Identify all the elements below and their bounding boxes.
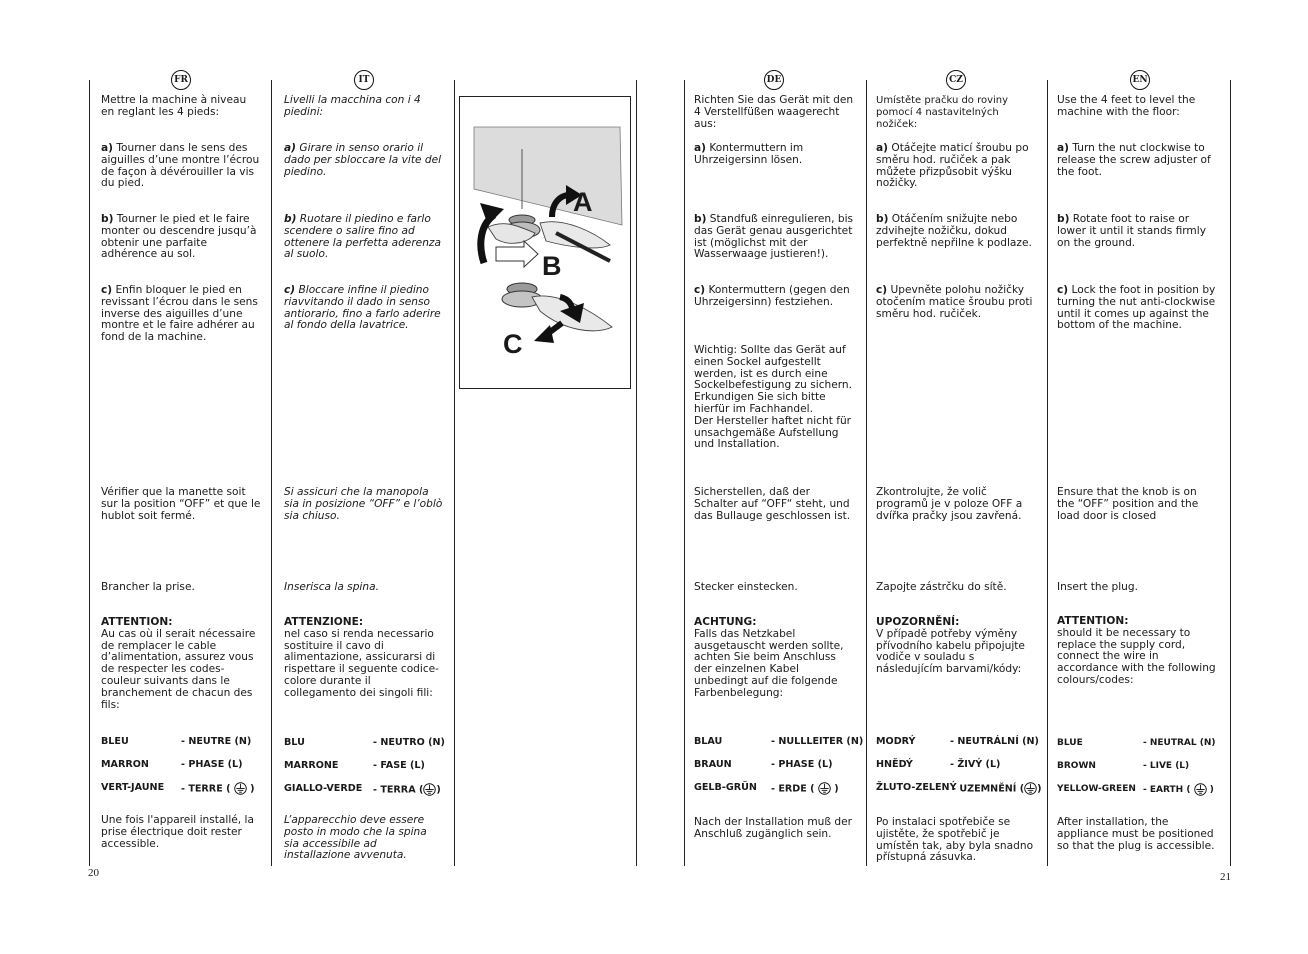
column-divider (866, 80, 867, 866)
final-note: After installation, the appliance must be positioned so that the plug is accessible. (1057, 816, 1215, 852)
wire-row: MARRON - PHASE (L) (101, 759, 243, 770)
foot-adjustment-illustration (460, 97, 630, 388)
wire-row: HNĚDÝ - ŽIVÝ (L) (876, 759, 1001, 770)
wire-row: MARRONE - FASE (L) (284, 760, 425, 771)
step-a: a) Tourner dans le sens des aiguilles d’une montre l’écrou de façon à dévérouiller la vis du pied. (101, 142, 260, 190)
column-divider (684, 80, 685, 866)
plug-text: Stecker einstecken. (694, 581, 798, 593)
plug-text: Zapojte zástrčku do sítě. (876, 581, 1007, 593)
lang-badge-fr: FR (171, 70, 191, 90)
step-b: b) Otáčením snižujte nebo zdvihejte nožičku, dokud perfektně nepřilne k podlaze. (876, 213, 1032, 249)
figure-label-c: C (503, 329, 523, 359)
wire-row: GELB-GRÜN - ERDE ( ) (694, 782, 839, 795)
plug-text: Inserisca la spina. (284, 581, 379, 593)
step-c: c) Upevněte polohu nožičky otočením matice šroubu proti směru hod. ručiček. (876, 284, 1033, 320)
lang-badge-de: DE (764, 70, 784, 90)
figure-label-b: B (542, 251, 562, 281)
attention-block: ATTENTION: should it be necessary to replace the supply cord, connect the wire in accordance with the following colours/codes: (1057, 615, 1216, 686)
step-b: b) Ruotare il piedino e farlo scendere o salire fino ad ottenere la perfetta aderenza al suolo. (284, 213, 441, 261)
earth-ground-icon (1194, 783, 1207, 796)
column-divider (1230, 80, 1231, 866)
wire-row: BLU - NEUTRO (N) (284, 737, 445, 748)
step-a: a) Turn the nut clockwise to release the screw adjuster of the foot. (1057, 142, 1211, 178)
wire-color-table (876, 736, 1046, 805)
lang-badge-en: EN (1130, 70, 1150, 90)
step-c: c) Bloccare infine il piedino riavvitando il dado in senso antiorario, fino a farlo aderire al fondo della lavatrice. (284, 284, 441, 332)
plug-text: Insert the plug. (1057, 581, 1138, 593)
final-note: L’apparecchio deve essere posto in modo che la spina sia accessibile ad installazione avvenuta. (284, 814, 427, 862)
column-divider (1047, 80, 1048, 866)
plug-text: Brancher la prise. (101, 581, 195, 593)
figure-label-a: A (573, 187, 593, 217)
check-knob-text: Zkontrolujte, že volič programů je v poloze OFF a dvířka pračky jsou zavřená. (876, 486, 1023, 522)
earth-ground-icon (234, 782, 247, 795)
column-divider (271, 80, 272, 866)
earth-ground-icon (818, 782, 831, 795)
check-knob-text: Vérifier que la manette soit sur la position “OFF” et que le hublot soit fermé. (101, 486, 261, 522)
attention-block: ATTENZIONE: nel caso si renda necessario sostituire il cavo di alimentazione, assicurarsi di rispettare il seguente codice-colore durante il collegamento dei singoli fili: (284, 616, 440, 699)
final-note: Po instalaci spotřebiče se ujistěte, že spotřebič je umístěn tak, aby byla snadno přístupná zásuvka. (876, 816, 1034, 864)
wire-row: BRAUN - PHASE (L) (694, 759, 833, 770)
earth-ground-icon (1024, 782, 1037, 795)
step-b: b) Tourner le pied et le faire monter ou descendre jusqu’à obtenir une parfaite adhérence au sol. (101, 213, 257, 261)
step-c: c) Enfin bloquer le pied en revissant l’écrou dans le sens inverse des aiguilles d’une montre et le faire adhérer au fond de la machine. (101, 284, 258, 344)
lang-badge-cz: CZ (946, 70, 966, 90)
wire-row: BROWN - LIVE (L) (1057, 761, 1190, 771)
wire-color-table (1057, 737, 1227, 806)
check-knob-text: Si assicuri che la manopola sia in posizione “OFF” e l’oblò sia chiuso. (284, 486, 443, 522)
wire-row: GIALLO-VERDE - TERRA ( ) (284, 783, 441, 796)
wire-color-table (284, 737, 454, 806)
check-knob-text: Sicherstellen, daß der Schalter auf “OFF“ steht, und das Bullauge geschlossen ist. (694, 486, 851, 522)
wire-row: BLEU - NEUTRE (N) (101, 736, 252, 747)
step-b: b) Standfuß einregulieren, bis das Gerät genau ausgerichtet ist (möglichst mit der Wasserwaage justieren!). (694, 213, 854, 261)
wire-row: VERT-JAUNE - TERRE ( ) (101, 782, 255, 795)
wire-row: MODRÝ - NEUTRÁLNÍ (N) (876, 736, 1039, 747)
level-intro: Use the 4 feet to level the machine with the floor: (1057, 94, 1196, 118)
level-intro: Umístěte pračku do roviny pomocí 4 nastavitelných nožiček: (876, 95, 1009, 130)
level-intro: Richten Sie das Gerät mit den 4 Verstellfüßen waagerecht aus: (694, 94, 854, 130)
level-intro: Livelli la macchina con i 4 piedini: (284, 94, 421, 118)
attention-block: UPOZORNĚNÍ: V případě potřeby výměny přívodního kabelu připojujte vodiče v souladu s následujícím barvami/kódy: (876, 616, 1025, 676)
attention-block: ACHTUNG: Falls das Netzkabel ausgetauscht werden sollte, achten Sie beim Anschluss der einzelnen Kabel unbedingt auf die folgende Farbenbelegung: (694, 616, 844, 699)
wire-row: ŽLUTO-ZELENÝ - UZEMNĚNÍ ( ) (876, 782, 1042, 795)
column-divider (454, 80, 455, 866)
wire-row: BLUE - NEUTRAL (N) (1057, 738, 1216, 748)
page-number-right: 21 (1220, 871, 1231, 883)
earth-ground-icon (423, 783, 436, 796)
wire-color-table (101, 736, 271, 805)
attention-block: ATTENTION: Au cas où il serait nécessaire de remplacer le cable d’alimentation, assurez vous de respecter les codes-couleur suivants dans le branchement de chacun des fils: (101, 616, 256, 711)
foot-adjustment-figure (459, 96, 631, 389)
step-c: c) Lock the foot in position by turning the nut anti-clockwise until it comes up against the bottom of the machine. (1057, 284, 1216, 332)
installation-note: Wichtig: Sollte das Gerät auf einen Sockel aufgestellt werden, ist es durch eine Sockelbefestigung zu sichern. Erkundigen Sie sich bitte hierfür im Fachhandel. Der Hersteller haftet nicht für unsachgemäße Aufstellung und Installation. (694, 344, 853, 451)
wire-color-table (694, 736, 864, 805)
step-c: c) Kontermuttern (gegen den Uhrzeigersinn) festziehen. (694, 284, 850, 308)
wire-row: BLAU - NULLLEITER (N) (694, 736, 864, 747)
step-a: a) Otáčejte maticí šroubu po směru hod. ručiček a pak můžete přizpůsobit výšku nožičky. (876, 142, 1029, 190)
step-b: b) Rotate foot to raise or lower it until it stands firmly on the ground. (1057, 213, 1206, 249)
check-knob-text: Ensure that the knob is on the “OFF” position and the load door is closed (1057, 486, 1199, 522)
wire-row: YELLOW-GREEN - EARTH ( ) (1057, 784, 1214, 795)
page-number-left: 20 (88, 867, 99, 879)
final-note: Nach der Installation muß der Anschluß zugänglich sein. (694, 816, 853, 840)
lang-badge-it: IT (354, 70, 374, 90)
final-note: Une fois l'appareil installé, la prise électrique doit rester accessible. (101, 814, 254, 850)
step-a: a) Kontermuttern im Uhrzeigersinn lösen. (694, 142, 804, 166)
step-a: a) Girare in senso orario il dado per sbloccare la vite del piedino. (284, 142, 442, 178)
column-divider (636, 80, 637, 866)
level-intro: Mettre la machine à niveau en reglant les 4 pieds: (101, 94, 247, 118)
column-divider (89, 80, 90, 866)
